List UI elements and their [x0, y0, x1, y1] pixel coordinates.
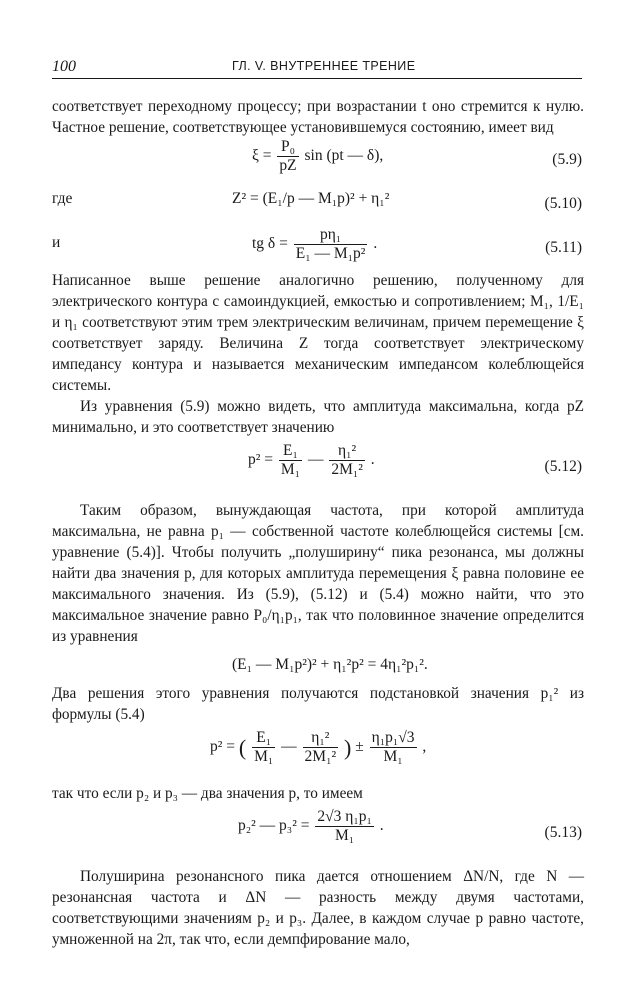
eq-5-11-label: (5.11) [545, 239, 582, 256]
eq-5-11-denominator: E₁ — M₁p² [295, 245, 366, 262]
equation-roots: p² = ( $\frac{\text{E₁}}{\text{M₁}}$ — $\frac{\text{η₁²}}{\text{2M₁²}}$ ) ± $\frac{\text{η₁p₁√3}}{\text{M₁}}$ , [210, 729, 427, 765]
equation-5-10 [52, 182, 584, 226]
equation-5-12: p² = $\frac{\text{E₁}}{\text{M₁}}$ — $\frac{\text{η₁²}}{\text{2M₁²}}$ . (5.12) [248, 442, 582, 478]
eq-5-13-rhs: . [379, 817, 384, 835]
paragraph-1: соответствует переходному процессу; при возрастании t оно стремится к нулю. Частное решение, соответствующее установившемуся состоянию, имеет вид [52, 98, 584, 136]
eq-roots-lhs: p² = [210, 738, 236, 756]
eq-5-12-fraction-2 [329, 442, 365, 479]
equation-5-13 [52, 808, 584, 860]
eq-5-11-fraction [294, 226, 368, 263]
paragraph-5: Два решения этого уравнения получаются подстановкой значения p₁² из формулы (5.4) [52, 685, 584, 723]
eq-5-9-rhs: sin (pt — δ), [304, 147, 384, 165]
eq-5-9-label: (5.9) [552, 151, 582, 168]
paragraph-7: Полуширина резонансного пика дается отношением ΔN/N, где N — резонансная частота и ΔN — разность между двумя частотами, соответствующими значениям p₂ и p₃. Далее, в каждом случае p равно частоте, умноженной на 2π, так что, если демпфирование мало, [52, 868, 584, 948]
eq-5-9-fraction [277, 138, 298, 175]
eq-5-13-denominator: M₁ [315, 826, 374, 845]
page-body [52, 96, 584, 950]
eq-5-10-label: (5.10) [544, 195, 582, 212]
eq-5-11-lhs: tg δ = [252, 235, 288, 253]
eq-5-10-body: (E₁/p — M₁p)² + η₁² [262, 190, 390, 207]
eq-5-13-lhs: p₂² — p₃² = [238, 817, 310, 835]
eq-roots-numerator-1: E₁ [256, 729, 272, 746]
paragraph-3: Из уравнения (5.9) можно видеть, что амплитуда максимальна, когда pZ минимально, и это соответствует значению [52, 398, 584, 436]
paragraph-2: Написанное выше решение аналогично решению, полученному для электрического контура с самоиндукцией, емкостью и сопротивлением; M₁, 1/E₁ и η₁ соответствуют этим трем электрическим величинам, причем перемещение ξ соответствует заряду. Величина Z тогда соответствует электрическому импедансу контура и называется механическим импедансом колеблющейся системы. [52, 272, 584, 394]
eq-5-12-numerator-1: E₁ [283, 442, 298, 459]
eq-roots-numerator-2: η₁² [311, 729, 330, 746]
eq-roots-numerator-3: η₁p₁√3 [371, 729, 415, 746]
eq-roots-fraction-3 [370, 729, 417, 766]
eq-5-13-fraction [315, 808, 374, 845]
eq-roots-rhs: , [422, 738, 427, 756]
eq-5-12-label: (5.12) [544, 458, 582, 475]
eq-roots-fraction-2 [303, 729, 339, 766]
eq-5-10-lhs: Z² = [232, 190, 259, 207]
equation-5-11 [52, 226, 584, 270]
eq-5-12-rhs: . [370, 451, 375, 469]
equation-half-value [52, 647, 584, 683]
eq-5-11-rhs: . [373, 235, 378, 253]
paragraph-4: Таким образом, вынуждающая частота, при которой амплитуда максимальна, не равна p₁ — собственной частоте колеблющейся системы [см. уравнение (5.4)]. Чтобы получить „полуширину“ пика резонанса, мы должны найти два значения p, для которых амплитуда перемещения ξ равна половине ее максимального значения. Из (5.9), (5.12) и (5.4) можно найти, что это максимальное значение равно P₀/η₁p₁, так что половинное значение определится из уравнения [52, 502, 584, 645]
eq-roots-denominator-2: 2M₁² [304, 748, 337, 765]
eq-5-13-numerator: 2√3 η₁p₁ [317, 808, 372, 825]
eq-5-11-numerator: pη₁ [319, 226, 342, 243]
eq-5-13-label: (5.13) [544, 824, 582, 841]
eq-5-12-denominator-2: 2M₁² [331, 461, 363, 478]
eq-roots-denominator-1: M₁ [254, 748, 274, 765]
word-where: где [52, 190, 73, 207]
paragraph-6: так что если p₂ и p₃ — два значения p, то имеем [52, 785, 363, 802]
eq-5-12-denominator-1: M₁ [280, 461, 301, 478]
eq-5-12-fraction-1 [279, 442, 302, 479]
equation-5-9 [52, 138, 584, 182]
eq-5-12-numerator-2: η₁² [338, 442, 357, 459]
page-header [52, 56, 582, 79]
eq-roots-fraction-1 [252, 729, 275, 766]
running-title: ГЛ. V. ВНУТРЕННЕЕ ТРЕНИЕ [232, 59, 416, 73]
eq-5-9-numerator: P₀ [281, 138, 296, 155]
eq-roots-denominator-3: M₁ [370, 747, 417, 766]
eq-5-9-lhs: ξ = [252, 147, 272, 165]
page-number: 100 [52, 58, 76, 75]
eq-half-text: (E₁ — M₁p²)² + η₁²p² = 4η₁²p₁². [232, 656, 428, 673]
eq-5-12-lhs: p² = [248, 451, 274, 469]
eq-5-9-denominator: pZ [279, 157, 297, 174]
word-and: и [52, 234, 61, 251]
